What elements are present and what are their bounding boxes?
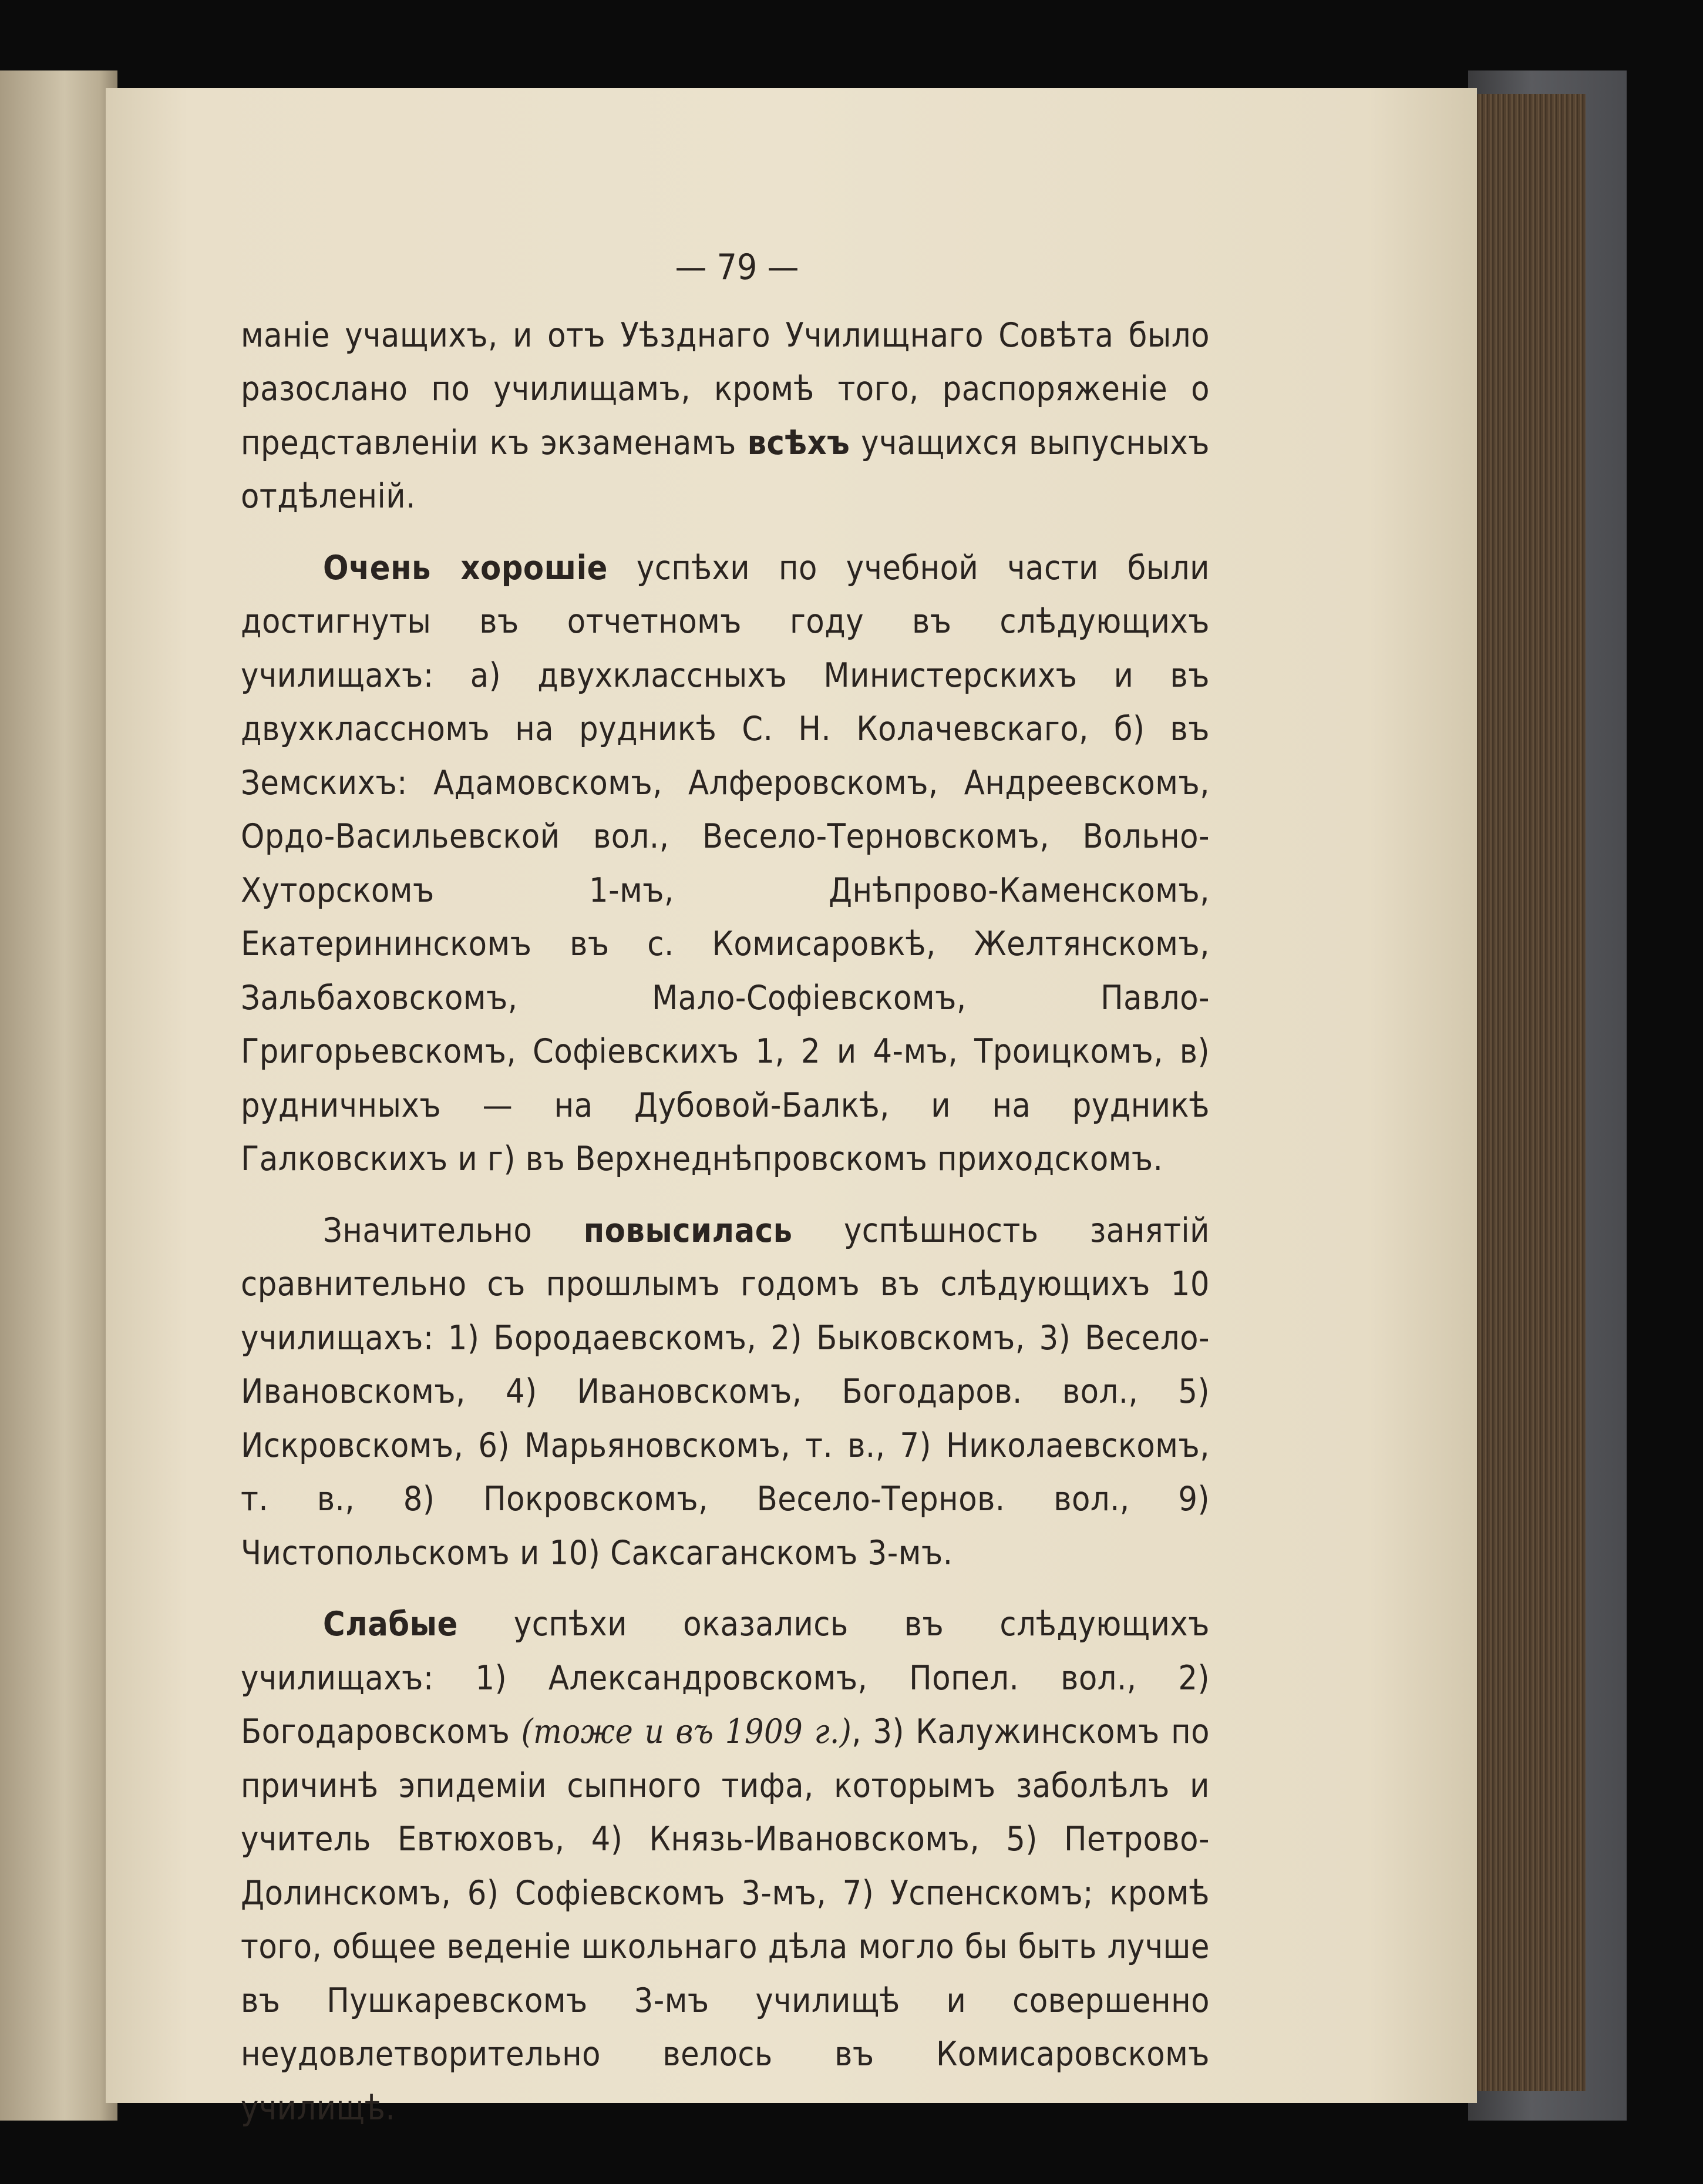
page-text xyxy=(241,241,1210,2135)
p1-bold-1: всѣхъ xyxy=(747,423,850,462)
p4-text-1: успѣхи оказались въ слѣдующихъ училищахъ: 1) Александровскомъ, Попел. вол., 2) Богодаровскомъ xyxy=(241,1605,1210,1751)
p3-bold-1: повысилась xyxy=(583,1211,793,1250)
paragraph-4 xyxy=(241,1598,1210,2135)
p4-text-2: , 3) Калужинскомъ по причинѣ эпидеміи сыпного тифа, которымъ заболѣлъ и учитель Евтюховъ, 4) Князь-Ивановскомъ, 5) Петрово-Долинскомъ, 6) Софіевскомъ 3-мъ, 7) Успенскомъ; кромѣ того, общее веденіе школьнаго дѣла могло бы быть лучше въ Пушкаревскомъ 3-мъ училищѣ и совершенно неудовлетворительно велось въ Комисаровскомъ училищѣ. xyxy=(241,1712,1210,2128)
paragraph-3 xyxy=(241,1204,1210,1581)
p4-bold-1: Слабые xyxy=(323,1605,458,1644)
left-page-edge xyxy=(0,70,117,2121)
p2-bold-1: Очень хорошіе xyxy=(323,548,608,587)
p2-text-1: успѣхи по учебной части были достигнуты въ отчетномъ году въ слѣдующихъ училищахъ: а) двухклассныхъ Министерскихъ и въ двухклассномъ на рудникѣ С. Н. Колачевскаго, б) въ Земскихъ: Адамовскомъ, Алферовскомъ, Андреевскомъ, Ордо-Васильевской вол., Весело-Терновскомъ, Вольно-Хуторскомъ 1-мъ, Днѣпрово-Каменскомъ, Екатерининскомъ въ с. Комисаровкѣ, Желтянскомъ, Зальбаховскомъ, Мало-Софіевскомъ, Павло-Григорьевскомъ, Софіевскихъ 1, 2 и 4-мъ, Троицкомъ, в) рудничныхъ — на Дубовой-Балкѣ, и на рудникѣ Галковскихъ и г) въ Верхнеднѣпровскомъ приходскомъ. xyxy=(241,548,1210,1178)
p1-text-2: учащихся выпусныхъ отдѣленій. xyxy=(241,423,1210,516)
p4-italic-1: (тоже и въ 1909 г.) xyxy=(521,1712,852,1751)
paragraph-1 xyxy=(241,309,1210,524)
p1-text-1: маніе учащихъ, и отъ Уѣзднаго Училищнаго Совѣта было разослано по училищамъ, кромѣ того, распоряженіе о представленіи къ экзаменамъ xyxy=(241,315,1210,462)
paragraph-2 xyxy=(241,542,1210,1187)
p3-text-1: Значительно xyxy=(323,1211,584,1250)
p3-text-2: успѣшность занятій сравнительно съ прошлымъ годомъ въ слѣдующихъ 10 училищахъ: 1) Бородаевскомъ, 2) Быковскомъ, 3) Весело-Ивановскомъ, 4) Ивановскомъ, Богодаров. вол., 5) Искровскомъ, 6) Марьяновскомъ, т. в., 7) Николаевскомъ, т. в., 8) Покровскомъ, Весело-Тернов. вол., 9) Чистопольскомъ и 10) Саксаганскомъ 3-мъ. xyxy=(241,1211,1210,1573)
page-block-edge xyxy=(1468,94,1586,2091)
page-number: — 79 — xyxy=(675,247,799,288)
